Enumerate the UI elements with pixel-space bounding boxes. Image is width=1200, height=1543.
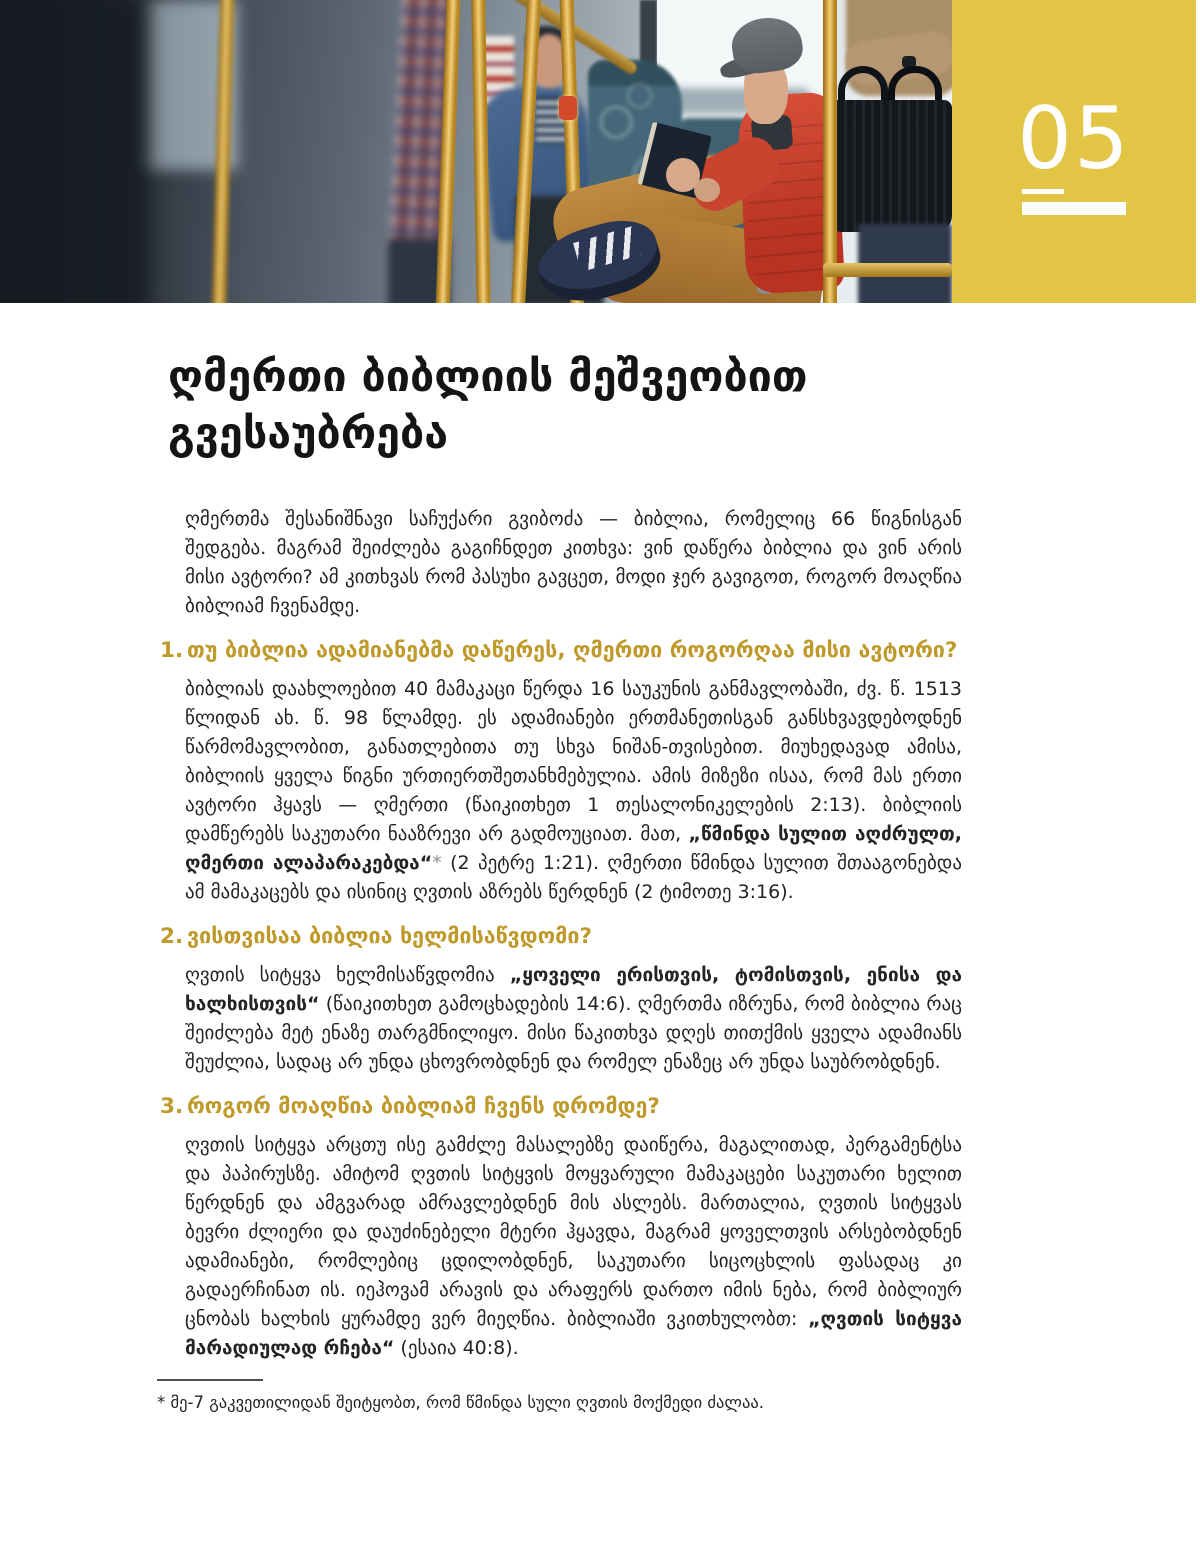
lesson-number-bar <box>1022 202 1126 215</box>
photo-vignette-overlay <box>0 0 952 303</box>
lesson-number: 05 <box>1017 89 1131 189</box>
section-2-paragraph: ღვთის სიტყვა ხელმისაწვდომია „ყოველი ერისთვის, ტომისთვის, ენისა და ხალხისთვის“ (წაიკითხეთ გამოცხადების 14:6). ღმერთმა იზრუნა, რომ ბიბლია რაც შეიძლება მეტ ენაზე თარგმნილიყო. მისი წაკითხვა დღეს თითქმის ყველა ადამიანს შეუძლია, სადაც არ უნდა ცხოვრობდნენ და რომელ ენაზეც არ უნდა საუბრობდნენ. <box>185 964 962 1073</box>
section-2-heading <box>160 923 962 951</box>
bus-reading-photo <box>0 0 952 303</box>
section-2-heading-text: ვისთვისაა ბიბლია ხელმისაწვდომი? <box>187 924 592 949</box>
section-3-heading-text: როგორ მოაღწია ბიბლიამ ჩვენს დრომდე? <box>187 1094 660 1119</box>
intro-paragraph: ღმერთმა შესანიშნავი საჩუქარი გვიბოძა — ბიბლია, რომელიც 66 წიგნისგან შედგება. მაგრამ შეიძლება გაგიჩნდეთ კითხვა: ვინ დაწერა ბიბლია და ვინ არის მისი ავტორი? ამ კითხვას რომ პასუხი გავცეთ, მოდი ჯერ გავიგოთ, როგორ მოაღწია ბიბლიამ ჩვენამდე. <box>185 508 962 617</box>
section-3-paragraph: ღვთის სიტყვა არცთუ ისე გამძლე მასალებზე დაიწერა, მაგალითად, პერგამენტსა და პაპირუსზე. ამიტომ ღვთის სიტყვის მოყვარული მამაკაცები საკუთარი ხელით წერდნენ და ამგვარად ამრავლებდნენ მის ასლებს. მართალია, ღვთის სიტყვას ბევრი ძლიერი და დაუძინებელი მტერი ჰყავდა, მაგრამ ყოველთვის არსებობდნენ ადამიანები, რომლებიც ცდილობდნენ, საკუთარი სიცოცხლის ფასადაც კი გადაერჩინათ ის. იეჰოვამ არავის და არაფერს დართო იმის ნება, რომ ბიბლიურ ცნობას ხალხის ყურამდე ვერ მიეღწია. ბიბლიაში ვკითხულობთ: „ღვთის სიტყვა მარადიულად რჩება“ (ესაია 40:8). <box>185 1134 962 1359</box>
lesson-number-underline <box>1022 189 1064 194</box>
section-1-number: 1. <box>160 638 184 663</box>
section-1 <box>160 637 962 907</box>
section-3 <box>160 1093 962 1363</box>
footnote-text: * მე-7 გაკვეთილიდან შეიტყობთ, რომ წმინდა სული ღვთის მოქმედი ძალაა. <box>157 1393 764 1412</box>
section-2-number: 2. <box>160 924 184 949</box>
lesson-content <box>157 303 962 1415</box>
section-2 <box>160 923 962 1077</box>
section-1-paragraph: ბიბლიას დაახლოებით 40 მამაკაცი წერდა 16 საუკუნის განმავლობაში, ძვ. წ. 1513 წლიდან ახ. წ. 98 წლამდე. ეს ადამიანები ერთმანეთისგან განსხვავდებოდნენ წარმომავლობით, განათლებითა თუ სხვა ნიშან-თვისებით. მიუხედავად ამისა, ბიბლიის ყველა წიგნი ურთიერთშეთანხმებულია. ამის მიზეზი ისაა, რომ მას ერთი ავტორი ჰყავს — ღმერთი (წაიკითხეთ 1 თესალონიკელების 2:13). ბიბლიის დამწერებს საკუთარი ნააზრევი არ გადმოუციათ. მათ, „წმინდა სულით აღძრულთ, ღმერთი ალაპარაკებდა“* (2 პეტრე 1:21). ღმერთი წმინდა სულით შთააგონებდა ამ მამაკაცებს და ისინიც ღვთის აზრებს წერდნენ (2 ტიმოთე 3:16). <box>185 678 962 903</box>
section-1-heading <box>160 637 962 665</box>
lesson-number-badge <box>952 0 1196 303</box>
page-title: ღმერთი ბიბლიის მეშვეობით გვესაუბრება <box>168 352 808 459</box>
footnote-divider <box>157 1379 263 1381</box>
hero-section <box>0 0 1200 303</box>
section-3-number: 3. <box>160 1094 184 1119</box>
section-3-heading <box>160 1093 962 1121</box>
section-1-heading-text: თუ ბიბლია ადამიანებმა დაწერეს, ღმერთი როგორღაა მისი ავტორი? <box>187 638 958 663</box>
